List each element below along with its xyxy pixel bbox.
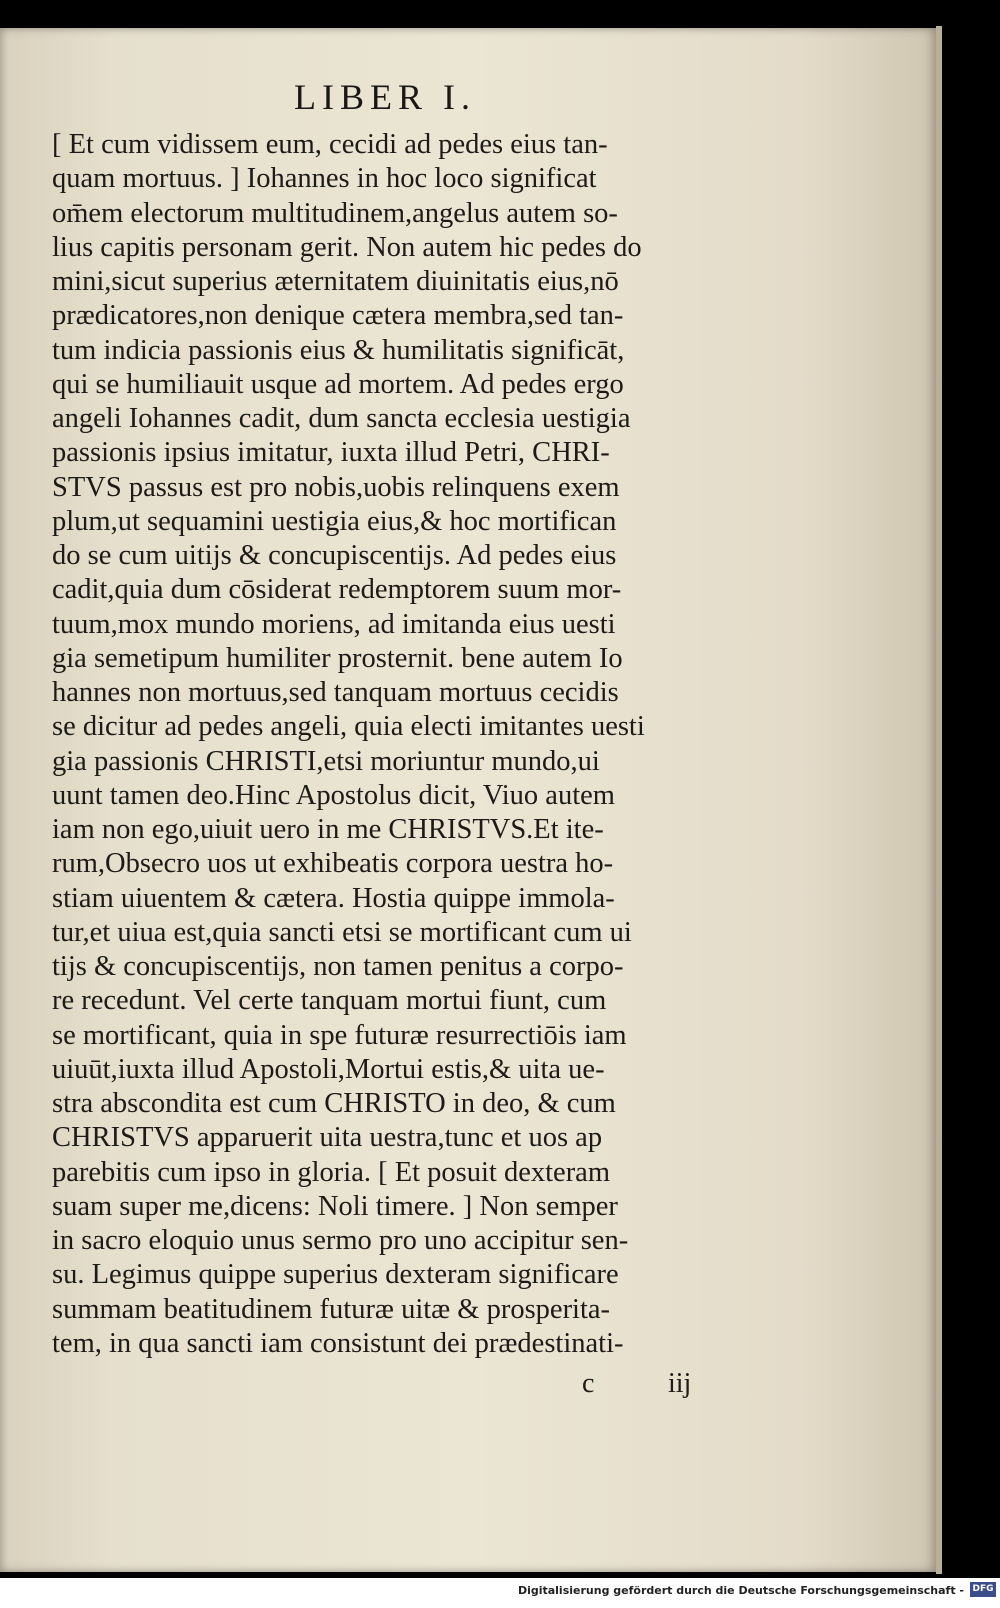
text-line: quam mortuus. ] Iohannes in hoc loco significat (52, 163, 597, 195)
text-line: [ Et cum vidissem eum, cecidi ad pedes eius tan- (52, 129, 608, 160)
text-line: gia passionis CHRISTI,etsi moriuntur mundo,ui (52, 745, 600, 777)
text-line: hannes non mortuus,sed tanquam mortuus cecidis (52, 677, 619, 708)
text-line: STVS passus est pro nobis,uobis relinquens exem (52, 471, 620, 503)
text-line: CHRISTVS apparuerit uita uestra,tunc et uos ap (52, 1122, 603, 1154)
text-line: su. Legimus quippe superius dexteram significare (52, 1259, 619, 1291)
folio-number: iij (668, 1368, 692, 1399)
text-line: summam beatitudinem futuræ uitæ & prosperita- (52, 1293, 611, 1325)
page-edge (936, 26, 942, 1574)
text-line: stra abscondita est cum CHRISTO in deo, & cum (52, 1088, 616, 1119)
text-line: uunt tamen deo.Hinc Apostolus dicit, Viuo autem (52, 779, 615, 811)
text-line: rum,Obsecro uos ut exhibeatis corpora uestra ho- (52, 848, 614, 880)
text-line: iam non ego,uiuit uero in me CHRISTVS.Et ite- (52, 814, 604, 845)
text-line: passionis ipsius imitatur, iuxta illud Petri, CHRI- (52, 437, 610, 469)
text-line: se mortificant, quia in spe futuræ resurrectiōis iam (52, 1019, 627, 1051)
signature-mark: c (582, 1368, 595, 1399)
text-line: tuum,mox mundo moriens, ad imitanda eius uesti (52, 608, 616, 640)
text-line: gia semetipum humiliter prosternit. bene autem Io (52, 642, 623, 674)
text-line: mini,sicut superius æternitatem diuinitatis eius,nō (52, 266, 619, 297)
text-line: tur,et uiua est,quia sancti etsi se mortificant cum ui (52, 916, 632, 948)
text-line: prædicatores,non denique cætera membra,sed tan- (52, 300, 624, 332)
text-line: tem, in qua sancti iam consistunt dei prædestinati- (52, 1327, 624, 1359)
text-line: lius capitis personam gerit. Non autem hic pedes do (52, 231, 642, 263)
text-line: uiuūt,iuxta illud Apostoli,Mortui estis,& uita ue- (52, 1053, 605, 1085)
text-line: parebitis cum ipso in gloria. [ Et posuit dexteram (52, 1156, 611, 1188)
text-line: suam super me,dicens: Noli timere. ] Non semper (52, 1190, 618, 1222)
text-line: tum indicia passionis eius & humilitatis significāt, (52, 334, 625, 366)
text-line: do se cum uitijs & concupiscentijs. Ad pedes eius (52, 540, 617, 571)
footer-bar (0, 1578, 1000, 1608)
text-line: stiam uiuentem & cætera. Hostia quippe immola- (52, 882, 615, 914)
text-line: angeli Iohannes cadit, dum sancta ecclesia uestigia (52, 403, 631, 434)
text-line: plum,ut sequamini uestigia eius,& hoc mortifican (52, 505, 617, 537)
funding-credit: Digitalisierung gefördert durch die Deutsche Forschungsgemeinschaft - (517, 1584, 964, 1597)
text-line: qui se humiliauit usque ad mortem. Ad pedes ergo (52, 368, 624, 400)
running-head: LIBER I. (294, 77, 476, 117)
text-line: in sacro eloquio unus sermo pro uno accipitur sen- (52, 1225, 629, 1256)
text-line: tijs & concupiscentijs, non tamen penitus a corpo- (52, 951, 624, 982)
text-line: cadit,quia dum cōsiderat redemptorem suum mor- (52, 574, 622, 606)
dfg-logo-icon: DFG (970, 1582, 996, 1597)
text-line: re recedunt. Vel certe tanquam mortui fiunt, cum (52, 985, 607, 1017)
body-text (52, 128, 777, 1361)
text-line: om̄em electorum multitudinem,angelus autem so- (52, 197, 618, 229)
text-line: se dicitur ad pedes angeli, quia electi imitantes uesti (52, 711, 645, 743)
